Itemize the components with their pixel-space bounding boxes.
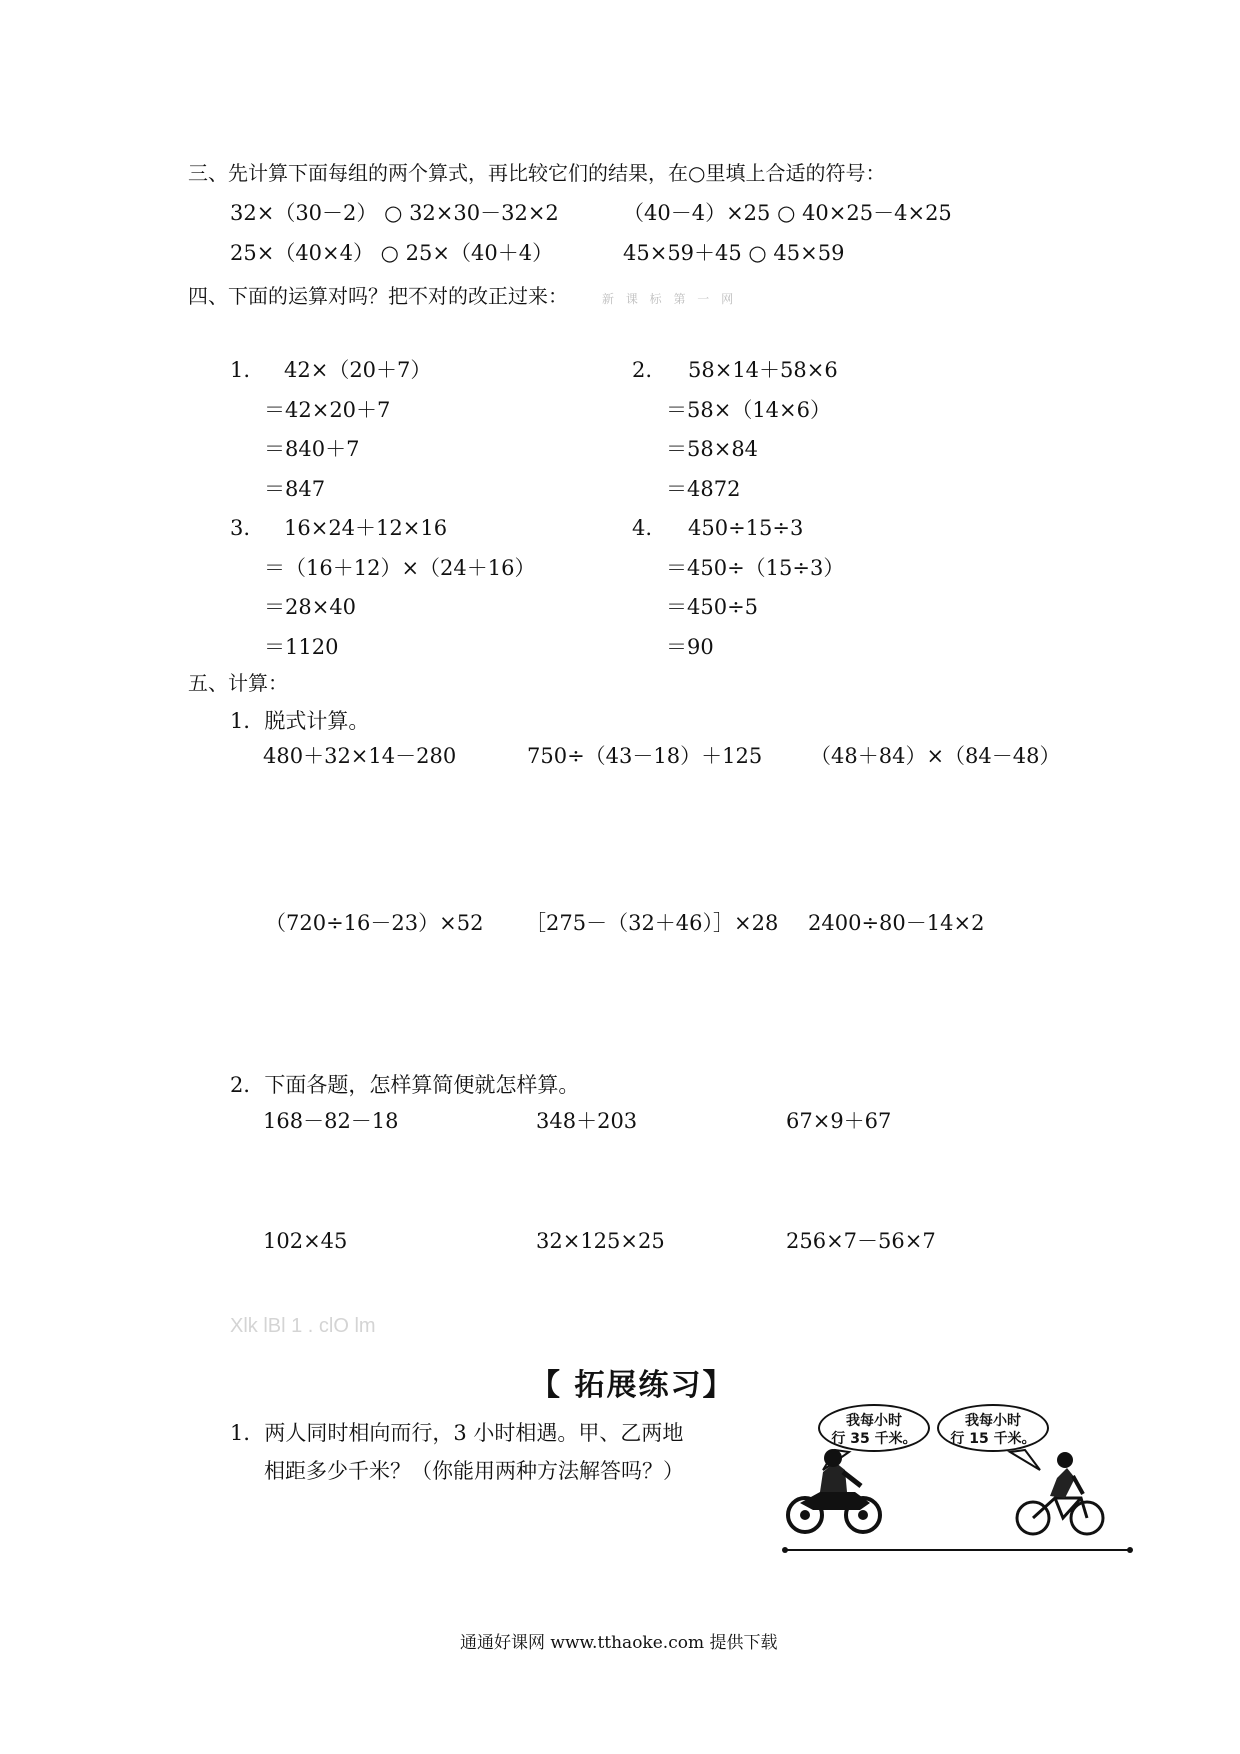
- calc-item: ［275－（32＋46）］×28: [525, 911, 779, 935]
- calc-item: （720÷16－23）×52: [265, 911, 484, 935]
- problem-line: ＝840＋7: [264, 437, 360, 461]
- bubble-text: 我每小时: [846, 1413, 902, 1429]
- section5-title: 五、计算：: [188, 671, 288, 695]
- point-a-icon: [782, 1547, 788, 1553]
- part1-label: 1．脱式计算。: [230, 709, 370, 733]
- problem-line: ＝42×20＋7: [264, 398, 391, 422]
- problem-line: ＝58×84: [666, 437, 759, 461]
- motorcycle-rider-icon: [788, 1449, 880, 1532]
- problem-line: ＝847: [264, 477, 326, 501]
- calc-item: （48＋84）×（84－48）: [810, 744, 1061, 768]
- compare-item: 32×（30－2） ○ 32×30－32×2: [230, 201, 559, 225]
- footer-text: 通通好课网 www.tthaoke.com 提供下载: [460, 1633, 778, 1653]
- problem-line: ＝4872: [666, 477, 741, 501]
- compare-item: （40－4）×25 ○ 40×25－4×25: [623, 201, 952, 225]
- extension-problem-line: 1．两人同时相向而行，3 小时相遇。甲、乙两地: [230, 1421, 684, 1445]
- problem-line: ＝90: [666, 635, 714, 659]
- section3-title: 三、先计算下面每组的两个算式，再比较它们的结果，在○里填上合适的符号：: [188, 161, 886, 185]
- problem-number: 2.: [632, 358, 653, 382]
- problem-number: 1.: [230, 358, 251, 382]
- calc-item: 480＋32×14－280: [263, 744, 457, 768]
- problem-line: ＝28×40: [264, 595, 357, 619]
- bubble-text: 行 35 千米。: [831, 1431, 917, 1447]
- problem-line: 450÷15÷3: [688, 516, 804, 540]
- section4-title: 四、下面的运算对吗？把不对的改正过来：: [188, 284, 568, 308]
- extension-heading: 【 拓展练习】: [530, 1368, 735, 1403]
- watermark-text: 新 课 标 第 一 网: [602, 292, 738, 306]
- problem-line: ＝450÷5: [666, 595, 759, 619]
- calc-item: 67×9＋67: [786, 1109, 892, 1133]
- problem-line: ＝（16＋12）×（24＋16）: [264, 556, 536, 580]
- watermark-text: Xlk lBl 1 . clO lm: [230, 1315, 376, 1337]
- calc-item: 750÷（43－18）＋125: [527, 744, 763, 768]
- problem-line: ＝1120: [264, 635, 339, 659]
- calc-item: 2400÷80－14×2: [808, 911, 985, 935]
- compare-item: 45×59＋45 ○ 45×59: [623, 241, 845, 265]
- compare-item: 25×（40×4） ○ 25×（40＋4）: [230, 241, 554, 265]
- bubble-text: 行 15 千米。: [950, 1431, 1036, 1447]
- problem-line: 58×14＋58×6: [688, 358, 838, 382]
- bubble-tail-icon: [1010, 1450, 1040, 1470]
- problem-line: ＝450÷（15÷3）: [666, 556, 845, 580]
- extension-problem-line: 相距多少千米？（你能用两种方法解答吗？）: [264, 1459, 684, 1483]
- bubble-text: 我每小时: [965, 1413, 1021, 1429]
- travel-scene: [765, 1400, 1150, 1560]
- part2-label: 2．下面各题，怎样算简便就怎样算。: [230, 1073, 580, 1097]
- problem-number: 4.: [632, 516, 653, 540]
- illustration: [765, 1400, 1150, 1560]
- problem-number: 3.: [230, 516, 251, 540]
- point-b-icon: [1127, 1547, 1133, 1553]
- problem-line: ＝58×（14×6）: [666, 398, 831, 422]
- calc-item: 102×45: [263, 1229, 348, 1253]
- calc-item: 348＋203: [536, 1109, 638, 1133]
- problem-line: 16×24＋12×16: [284, 516, 448, 540]
- calc-item: 168－82－18: [263, 1109, 399, 1133]
- calc-item: 32×125×25: [536, 1229, 665, 1253]
- calc-item: 256×7－56×7: [786, 1229, 936, 1253]
- problem-line: 42×（20＋7）: [284, 358, 432, 382]
